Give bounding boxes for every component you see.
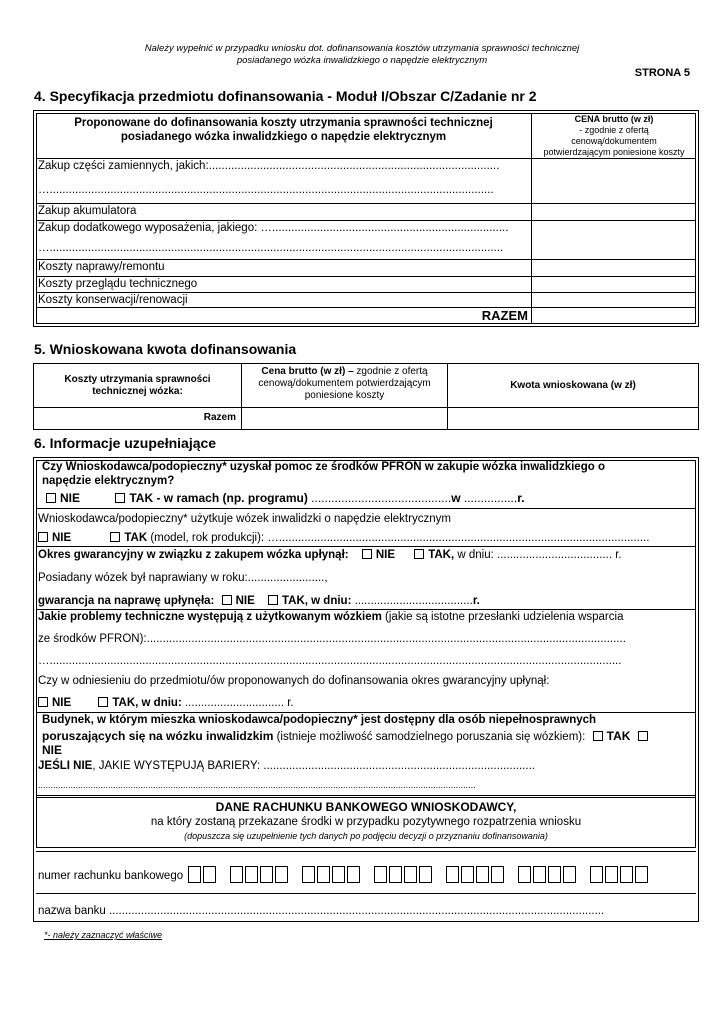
bank-name-field[interactable]: nazwa banku ........................................................................................................................................................... <box>38 905 605 917</box>
q4-warranty-question: Czy w odniesieniu do przedmiotu/ów proponowanych do dofinansowania okres gwarancyjny upłynął: <box>38 675 550 687</box>
section5-col1-header: Koszty utrzymania sprawności technicznej wózka: <box>64 374 211 397</box>
q4-dots-line: …................................................................................................................................................................................... <box>38 655 622 667</box>
row-spare-parts-cont: …........................................................................................................................................... <box>38 184 494 196</box>
q1-no-checkbox[interactable] <box>46 493 56 503</box>
header-note-line2: posiadanego wózka inwalidzkiego o napędzie elektrycznym <box>236 55 488 66</box>
q1-answer-row: NIE TAK - w ramach (np. programu) ..........................................w ................r. <box>46 491 525 505</box>
q3-warranty-row: Okres gwarancyjny w związku z zakupem wózka upłynął: NIE TAK, w dniu: .................................... r. <box>38 549 622 561</box>
section5-title: 5. Wnioskowana kwota dofinansowania <box>34 341 297 357</box>
q4-answer-row: NIE TAK, w dniu: ............................... r. <box>38 697 294 709</box>
q3-repair-yes-checkbox[interactable] <box>268 595 278 605</box>
section5-total-label: Razem <box>203 412 236 423</box>
q5-no-label: NIE <box>42 743 63 757</box>
bank-note: (dopuszcza się uzupełnienie tych danych po podjęciu decyzji o przyznaniu dofinansowania) <box>184 831 548 841</box>
section6-title: 6. Informacje uzupełniające <box>34 435 217 451</box>
q4-question: Jakie problemy techniczne występują z użytkowanym wózkiem (jakie są istotne przesłanki udzielenia wsparcia <box>38 611 624 623</box>
bank-subtitle: na który zostaną przekazane środki w przypadku pozytywnego rozpatrzenia wniosku <box>150 816 582 828</box>
row-equipment-cont: ….............................................................................................................................................. <box>38 242 504 254</box>
q4-no-checkbox[interactable] <box>38 697 48 707</box>
q1-question: Czy Wnioskodawca/podopieczny* uzyskał pomoc ze środków PFRON w zakupie wózka inwalidzkiego o <box>42 461 605 473</box>
row-battery: Zakup akumulatora <box>38 205 137 217</box>
q5-question-cont: poruszających się na wózku inwalidzkim (istnieje możliwość samodzielnego poruszania się wózkiem): TAK <box>42 729 652 743</box>
q3-repair-year: Posiadany wózek był naprawiany w roku:........................, <box>38 572 328 584</box>
header-note-line1: Należy wypełnić w przypadku wniosku dot. dofinansowania kosztów utrzymania sprawności technicznej <box>144 43 580 54</box>
section4-col1-header: Proponowane do dofinansowania koszty utrzymania sprawności technicznej posiadanego wózka inwalidzkiego o napędzie elektrycznym <box>74 117 493 143</box>
section4-col2-header: CENA brutto (w zł) - zgodnie z ofertą cenową/dokumentem potwierdzającym poniesione koszty <box>543 114 685 157</box>
section4-total-label: RAZEM <box>481 308 528 323</box>
account-number-label: numer rachunku bankowego <box>38 870 184 882</box>
q3-no-checkbox[interactable] <box>362 549 372 559</box>
row-maintenance: Koszty konserwacji/renowacji <box>38 294 188 306</box>
q5-barriers: JEŚLI NIE, JAKIE WYSTĘPUJĄ BARIERY: ..................................................................................... <box>38 760 535 772</box>
q2-answer-row: NIE TAK (model, rok produkcji): ….................................................................................................................... <box>38 532 649 544</box>
q2-no-checkbox[interactable] <box>38 532 48 542</box>
q5-dots-line: ............................................................................................................................................................................... <box>38 780 476 790</box>
section5-col2-header: Cena brutto (w zł) – zgodnie z ofertą cenową/dokumentem potwierdzającym poniesione koszty <box>258 366 431 401</box>
row-equipment: Zakup dodatkowego wyposażenia, jakiego: ….......................................................................... <box>38 222 509 234</box>
bank-title: DANE RACHUNKU BANKOWEGO WNIOSKODAWCY, <box>215 800 517 814</box>
section4-title: 4. Specyfikacja przedmiotu dofinansowania - Moduł I/Obszar C/Zadanie nr 2 <box>34 88 537 104</box>
q4-yes-checkbox[interactable] <box>98 697 108 707</box>
q3-yes-checkbox[interactable] <box>414 549 424 559</box>
q4-pfron-line: ze środków PFRON):...................................................................................................................................................... <box>38 633 626 645</box>
page-number: STRONA 5 <box>634 67 690 79</box>
q3-repair-no-checkbox[interactable] <box>222 595 232 605</box>
account-number-row <box>38 866 650 883</box>
q5-no-checkbox[interactable] <box>638 731 648 741</box>
q2-yes-checkbox[interactable] <box>110 532 120 542</box>
row-inspection: Koszty przeglądu technicznego <box>38 278 198 290</box>
account-number-boxes[interactable] <box>188 870 650 882</box>
q2-question: Wnioskodawca/podopieczny* użytkuje wózek inwalidzki o napędzie elektrycznym <box>38 513 451 525</box>
q5-question: Budynek, w którym mieszka wnioskodawca/podopieczny* jest dostępny dla osób niepełnosprawnych <box>42 714 597 726</box>
footnote: *- należy zaznaczyć właściwe <box>44 930 163 940</box>
row-spare-parts: Zakup części zamiennych, jakich:........................................................................................... <box>38 160 500 172</box>
section5-col3-header: Kwota wnioskowana (w zł) <box>510 380 636 391</box>
q1-question-cont: napędzie elektrycznym? <box>42 475 175 487</box>
row-repair: Koszty naprawy/remontu <box>38 261 165 273</box>
q3-repair-warranty-row: gwarancja na naprawę upłynęła: NIE TAK, w dniu: .....................................r. <box>38 595 480 607</box>
section6-inner-frame <box>36 460 696 798</box>
q1-yes-checkbox[interactable] <box>115 493 125 503</box>
q5-yes-checkbox[interactable] <box>593 731 603 741</box>
